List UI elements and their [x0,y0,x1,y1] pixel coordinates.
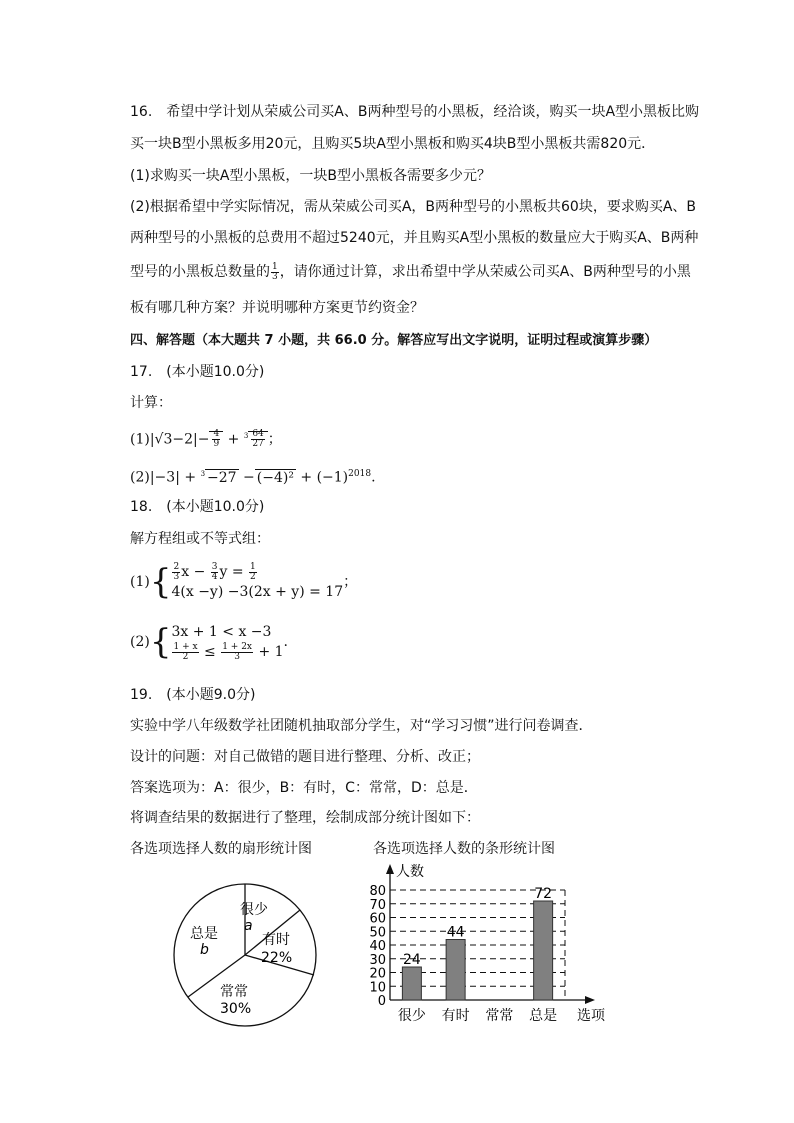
q16-part2-line3 [130,262,691,282]
q19-line1: 实验中学八年级数学社团随机抽取部分学生，对“学习习惯”进行问卷调查． [130,718,593,734]
q16-line2: 买一块B型小黑板多用20元，且购买5块A型小黑板和购买4块B型小黑板共需820元． [130,136,656,152]
q16-part2-line3b: ，请你通过计算，求出希望中学从荣威公司买A、B两种型号的小黑 [279,264,691,280]
q18-header: 18. (本小题10.0分) [130,499,265,515]
q18-part1: (1){ $\frac{2}{3}$ x − $\frac{3}{4}$ y = $\frac{1}{2}$ 4(x −y) −3(2x + y) = 17 ； [130,561,358,602]
y-tick-label-40: 40 [369,939,386,954]
y-tick-label-50: 50 [369,925,386,941]
y-tick-label-80: 80 [369,884,386,899]
pie-value-rarely: a [244,918,253,934]
data-label-1: 44 [446,924,465,941]
q18-instruction: 解方程组或不等式组： [130,531,270,547]
x-tick-label-3: 总是 [529,1008,558,1024]
bar-chart-caption: 各选项选择人数的条形统计图 [373,841,555,857]
q19-line3: 答案选项为：A：很少，B：有时，C：常常，D：总是． [130,780,478,796]
data-label-3: 72 [534,886,553,902]
bar-0 [402,967,421,1000]
y-tick-label-0: 0 [377,994,386,1009]
y-tick-label-20: 20 [369,966,386,982]
pie-chart [170,880,330,1030]
y-axis-arrow [386,864,394,874]
q19-line4: 将调查结果的数据进行了整理，绘制成部分统计图如下： [130,810,480,826]
q19-line2: 设计的问题：对自己做错的题目进行整理、分析、改正； [130,749,480,765]
pie-value-sometimes: 22% [261,950,293,966]
x-tick-label-1: 有时 [441,1008,470,1024]
q19-header: 19. (本小题9.0分) [130,687,256,703]
q17-p1-expr: |√3−2|− [149,431,210,448]
y-tick-label-30: 30 [369,952,386,968]
bar-chart [360,860,605,1025]
q16-part2-line4: 板有哪几种方案？并说明哪种方案更节约资金？ [130,300,424,316]
fraction-one-third: $\frac{1}{3}$ [272,261,278,282]
q17-header: 17. (本小题10.0分) [130,364,265,380]
y-tick-label-70: 70 [369,897,386,913]
y-tick-label-10: 10 [369,980,386,996]
x-tick-label-2: 常常 [485,1008,514,1024]
y-axis-label: 人数 [396,864,424,880]
q16-part2-line2: 两种型号的小黑板的总费用不超过5240元，并且购买A型小黑板的数量应大于购买A、B两种 [130,230,699,246]
data-label-0: 24 [402,952,421,968]
pie-value-often: 30% [220,1001,252,1017]
q16-line1: 16. 希望中学计划从荣威公司买A、B两种型号的小黑板，经洽谈，购买一块A型小黑板比购 [130,104,700,120]
x-tick-label-0: 很少 [397,1008,426,1024]
q17-part1: (1)|√3−2|− $\frac{4}{9}$ + $^3$ $\frac{64}{27}$ ； [130,429,282,450]
pie-label-rarely: 很少 [240,902,268,918]
pie-label-always: 总是 [190,926,218,942]
q17-instruction: 计算： [130,395,172,411]
section-heading: 四、解答题（本大题共 7 小题，共 66.0 分。解答应写出文字说明，证明过程或演算步骤） [130,333,658,348]
pie-label-sometimes: 有时 [262,932,290,948]
pie-chart-caption: 各选项选择人数的扇形统计图 [130,841,312,857]
q16-part1: (1)求购买一块A型小黑板，一块B型小黑板各需要多少元？ [130,168,492,184]
q17-part2: $(2)|-3| + ^3 -27 - (-4)^2 + (-1)^{2018}$. [130,469,376,486]
bar-3 [534,901,553,1000]
y-tick-label-60: 60 [369,911,386,927]
x-axis-arrow [585,996,595,1004]
bar-1 [446,940,465,1001]
q16-part2-line1: (2)根据希望中学实际情况，需从荣威公司买A，B两种型号的小黑板共60块，要求购买A、B [130,199,697,215]
pie-value-always: b [200,942,209,958]
pie-label-often: 常常 [220,984,248,1000]
x-axis-label: 选项 [577,1008,605,1024]
q18-part2: (2){ 3x + 1 < x −3 $\frac{1 + x}{2}$ ≤ $\frac{1 + 2x}{3}$ + 1 . [130,622,288,662]
q16-part2-line3a: 型号的小黑板总数量的 [130,264,270,280]
